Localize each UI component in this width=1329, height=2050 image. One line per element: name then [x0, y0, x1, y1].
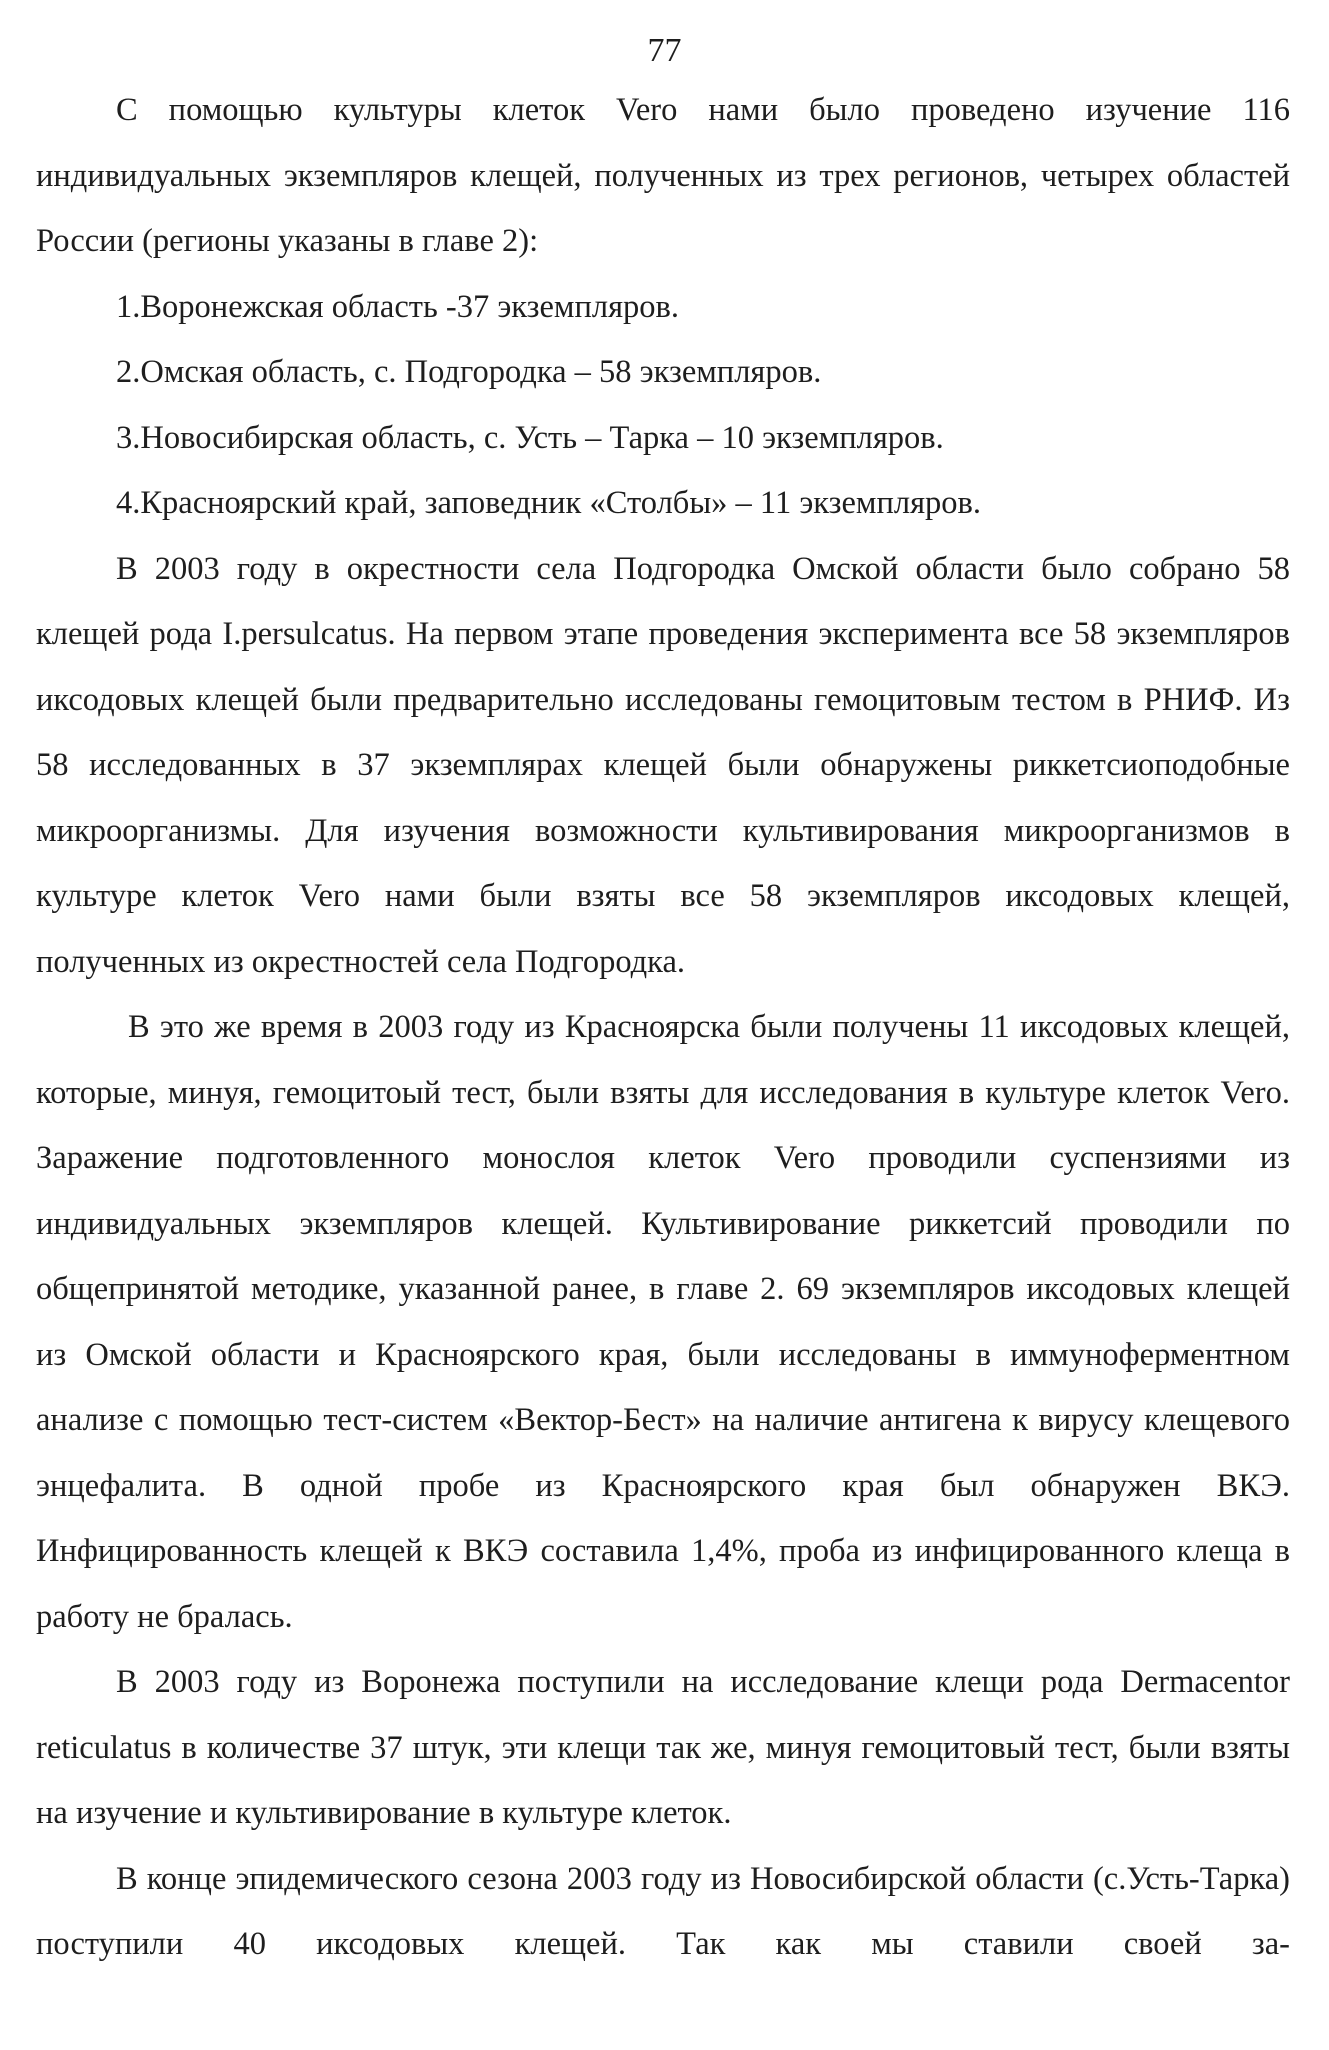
page-number: 77: [647, 32, 682, 69]
list-item: 3.Новосибирская область, с. Усть – Тарка – 10 экземпляров.: [116, 419, 944, 456]
paragraph-omsk: В 2003 году в окрестности села Подгородка Омской области было собрано 58 клещей рода I.persulcatus. На первом этапе проведения эксперимента все 58 экземпляров иксодовых клещей были предварительно исследованы гемоцитовым тестом в РНИФ. Из 58 исследованных в 37 экземплярах клещей были обнаружены риккетсиоподобные микроорганизмы. Для изучения возможности культивирования микроорганизмов в культуре клеток Vero нами были взяты все 58 экземпляров иксодовых клещей, полученных из окрестностей села Подгородка.: [36, 550, 1290, 980]
list-item: 4.Красноярский край, заповедник «Столбы» – 11 экземпляров.: [116, 485, 981, 521]
body-text: [36, 78, 1290, 1978]
list-item: 2.Омская область, с. Подгородка – 58 экземпляров.: [116, 354, 822, 390]
intro-paragraph: С помощью культуры клеток Vero нами было проведено изучение 116 индивидуальных экземпляров клещей, полученных из трех регионов, четырех областей России (регионы указаны в главе 2):: [36, 92, 1290, 259]
paragraph-voronezh: В 2003 году из Воронежа поступили на исследование клещи рода Dermacentor reticulatus в количестве 37 штук, эти клещи так же, минуя гемоцитовый тест, были взяты на изучение и культивирование в культуре клеток.: [36, 1664, 1290, 1831]
paragraph-novosibirsk: В конце эпидемического сезона 2003 году из Новосибирской области (с.Усть-Тарка) поступили 40 иксодовых клещей. Так как мы ставили своей за-: [36, 1860, 1290, 1962]
region-list: [36, 275, 1290, 537]
list-item: 1.Воронежская область -37 экземпляров.: [116, 288, 680, 325]
paragraph-krasnoyarsk: В это же время в 2003 году из Красноярска были получены 11 иксодовых клещей, которые, минуя, гемоцитоый тест, были взяты для исследования в культуре клеток Vero. Заражение подготовленного монослоя клеток Vero проводили суспензиями из индивидуальных экземпляров клещей. Культивирование риккетсий проводили по общепринятой методике, указанной ранее, в главе 2. 69 экземпляров иксодовых клещей из Омской области и Красноярского края, были исследованы в иммуноферментном анализе с помощью тест-систем «Вектор-Бест» на наличие антигена к вирусу клещевого энцефалита. В одной пробе из Красноярского края был обнаружен ВКЭ. Инфицированность клещей к ВКЭ составила 1,4%, проба из инфицированного клеща в работу не бралась.: [36, 1009, 1290, 1635]
